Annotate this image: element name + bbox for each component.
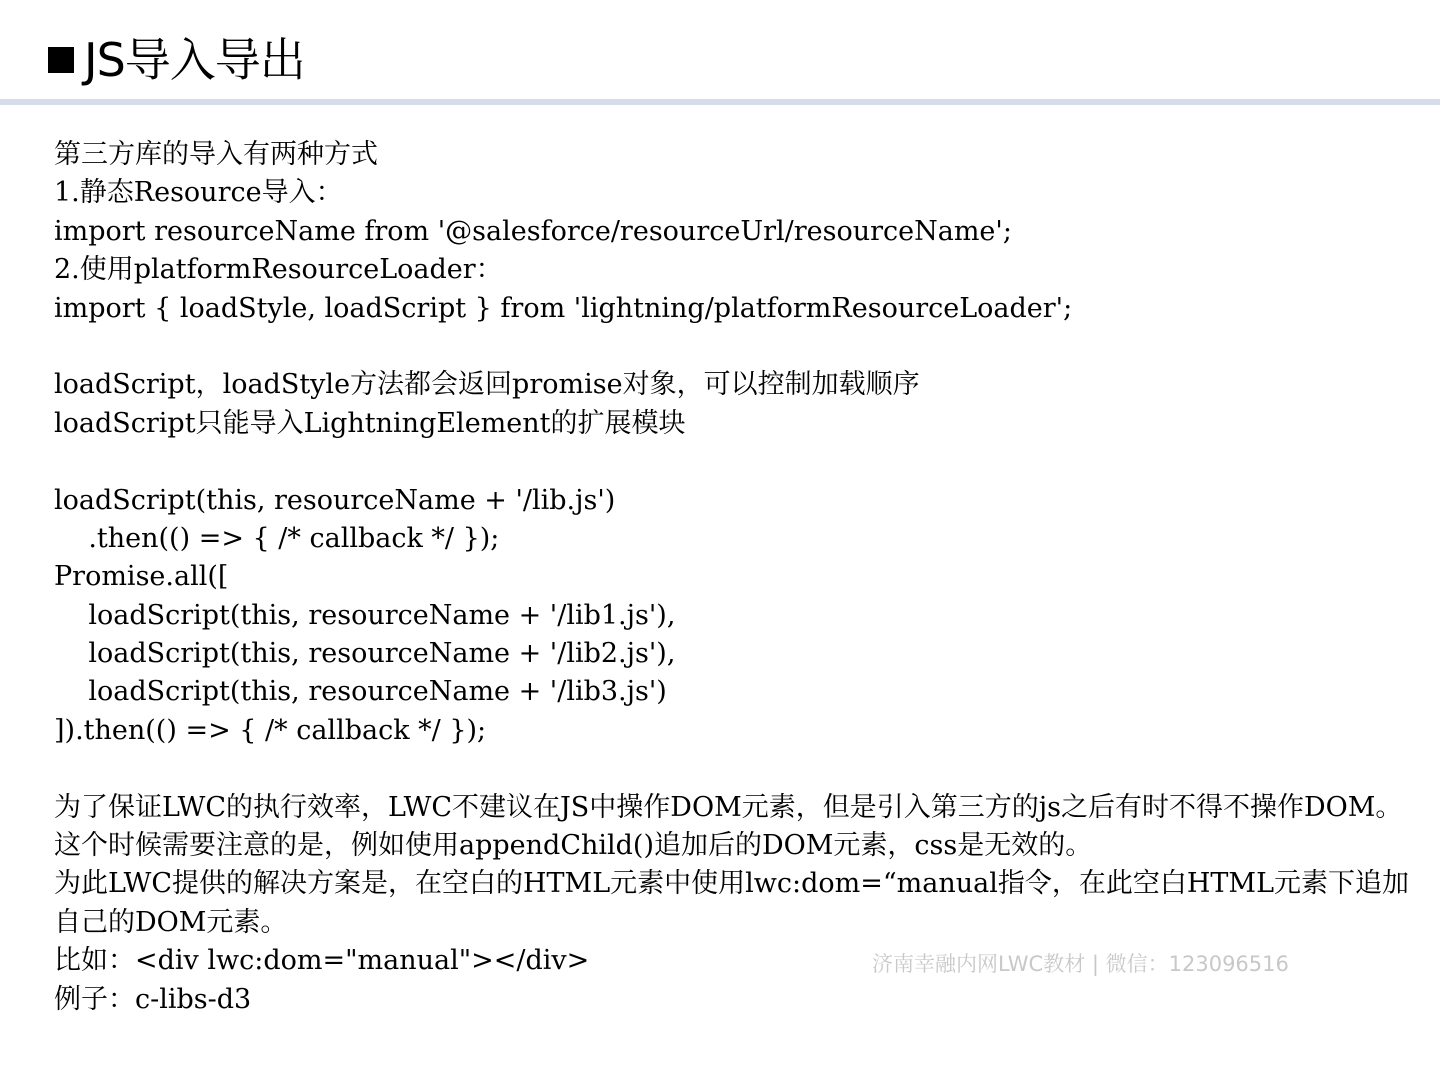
- code-line: Promise.all([: [54, 561, 229, 593]
- spacer: [54, 443, 1424, 481]
- header-divider: [0, 99, 1440, 105]
- step1-label: 1.静态Resource导入：: [54, 177, 343, 209]
- step1-code: import resourceName from '@salesforce/resourceUrl/resourceName';: [54, 215, 1012, 247]
- note-extension: loadScript只能导入LightningElement的扩展模块: [54, 407, 686, 439]
- intro-line: 第三方库的导入有两种方式: [54, 139, 378, 170]
- slide-body: [54, 136, 1424, 1019]
- code-line: loadScript(this, resourceName + '/lib3.js'): [54, 676, 667, 708]
- title-bullet-icon: [48, 47, 74, 73]
- code-line: loadScript(this, resourceName + '/lib.js'): [54, 484, 616, 516]
- watermark-text: 济南幸融内网LWC教材 | 微信：123096516: [872, 952, 1289, 976]
- code-line: loadScript(this, resourceName + '/lib2.js'),: [54, 638, 676, 670]
- example-name: 例子：c-libs-d3: [54, 983, 252, 1015]
- step2-label: 2.使用platformResourceLoader：: [54, 254, 503, 286]
- note-promise: loadScript，loadStyle方法都会返回promise对象，可以控制加载顺序: [54, 369, 920, 401]
- example-markup: 比如：<div lwc:dom="manual"></div>: [54, 945, 590, 977]
- code-line: ]).then(() => { /* callback */ });: [54, 714, 487, 746]
- step2-code: import { loadStyle, loadScript } from 'lightning/platformResourceLoader';: [54, 292, 1073, 324]
- code-line: .then(() => { /* callback */ });: [54, 522, 500, 554]
- spacer: [54, 750, 1424, 788]
- spacer: [54, 328, 1424, 366]
- slide-title: JS导入导出: [84, 33, 305, 87]
- slide-header: [0, 0, 1440, 100]
- paragraph-dom-note: 为了保证LWC的执行效率，LWC不建议在JS中操作DOM元素，但是引入第三方的js之后有时不得不操作DOM。这个时候需要注意的是，例如使用appendChild()追加后的DOM元素，css是无效的。: [54, 791, 1403, 862]
- code-line: loadScript(this, resourceName + '/lib1.js'),: [54, 599, 676, 631]
- paragraph-solution: 为此LWC提供的解决方案是，在空白的HTML元素中使用lwc:dom=“manual指令，在此空白HTML元素下追加自己的DOM元素。: [54, 868, 1409, 938]
